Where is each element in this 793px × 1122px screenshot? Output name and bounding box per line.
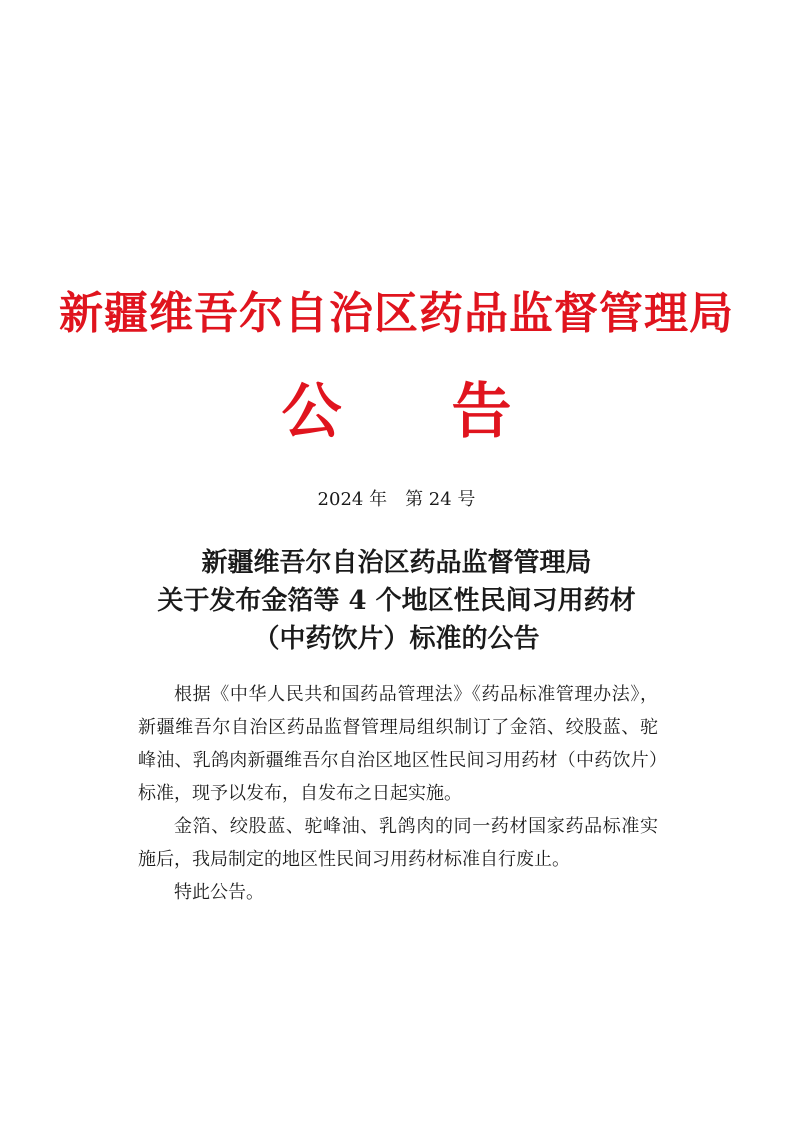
closing-paragraph: 特此公告。 xyxy=(174,882,264,903)
issuing-agency-header: 新疆维吾尔自治区药品监督管理局 xyxy=(59,288,734,339)
title-line: 关于发布金箔等 4 个地区性民间习用药材 xyxy=(157,586,636,616)
title-line: 新疆维吾尔自治区药品监督管理局 xyxy=(201,548,592,578)
title-line: （中药饮片）标准的公告 xyxy=(253,624,540,654)
body-paragraph: 根据《中华人民共和国药品管理法》《药品标准管理办法》，新疆维吾尔自治区药品监督管理局组织制订了金箔、绞股蓝、驼峰油、乳鸽肉新疆维吾尔自治区地区性民间习用药材（中药饮片）标准，现予以发布，自发布之日起实施。 xyxy=(138,684,658,804)
body-paragraph: 金箔、绞股蓝、驼峰油、乳鸽肉的同一药材国家药品标准实施后，我局制定的地区性民间习用药材标准自行废止。 xyxy=(138,816,658,870)
document-type-heading: 公告 xyxy=(281,377,622,447)
announcement-body xyxy=(138,678,658,909)
document-number: 2024 年 第 24 号 xyxy=(317,489,476,510)
announcement-title xyxy=(0,544,793,658)
